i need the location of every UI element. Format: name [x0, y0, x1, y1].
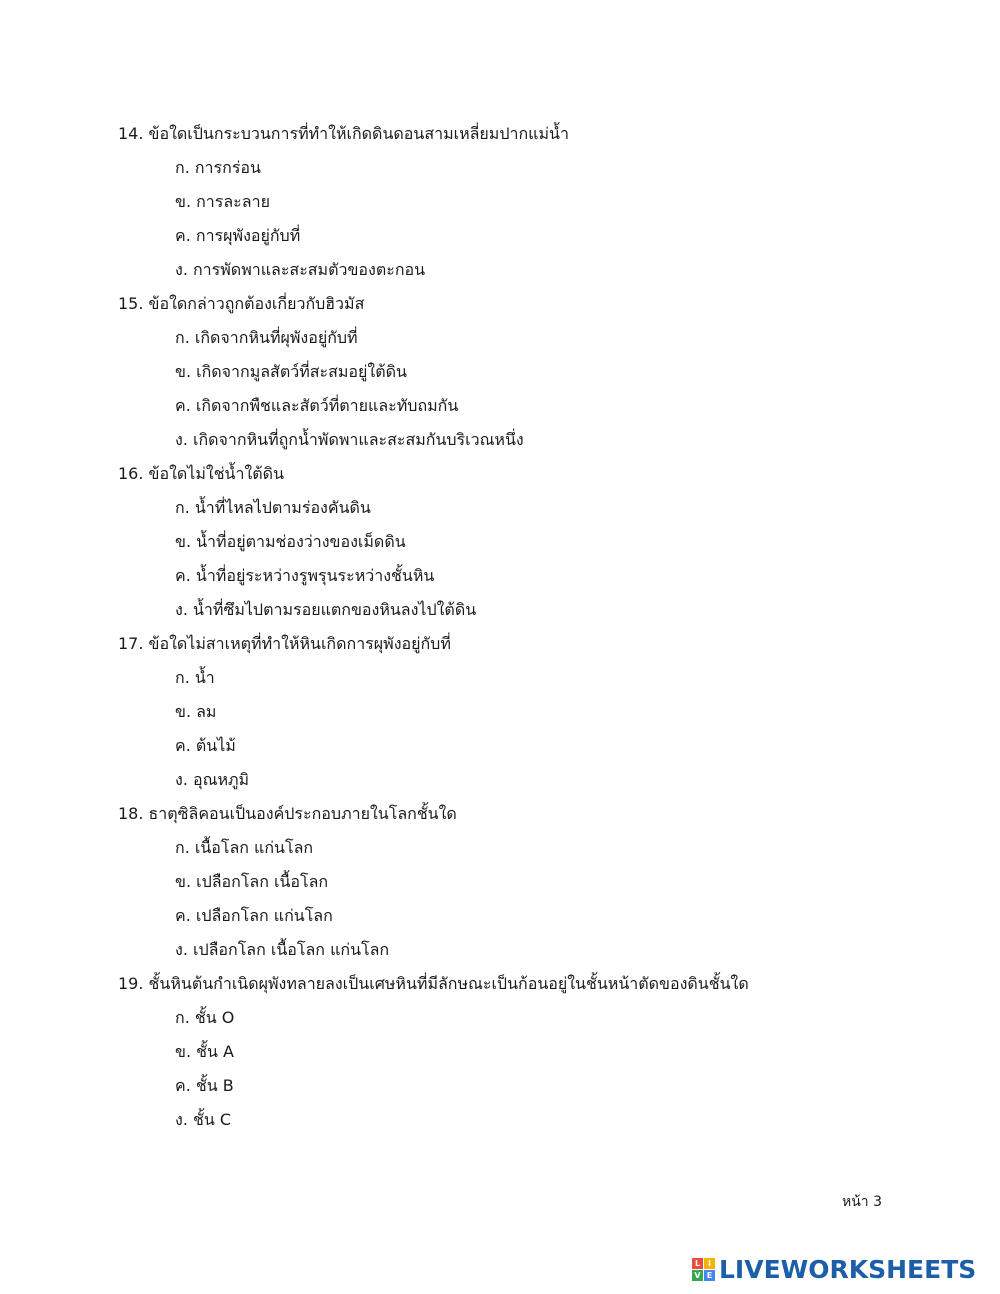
question-text: 15. ข้อใดกล่าวถูกต้องเกี่ยวกับฮิวมัส — [118, 294, 365, 313]
answer-option: ง. เปลือกโลก เนื้อโลก แก่นโลก — [175, 940, 390, 959]
logo-square: V — [692, 1270, 703, 1281]
answer-option: ค. ชั้น B — [175, 1076, 234, 1095]
logo-square: L — [692, 1258, 703, 1269]
answer-option: ง. อุณหภูมิ — [175, 770, 250, 789]
answer-option: ก. ชั้น O — [175, 1008, 235, 1027]
answer-option: ก. เกิดจากหินที่ผุพังอยู่กับที่ — [175, 328, 358, 347]
answer-option: ข. น้ำที่อยู่ตามช่องว่างของเม็ดดิน — [175, 532, 406, 551]
answer-option: ง. เกิดจากหินที่ถูกน้ำพัดพาและสะสมกันบริเวณหนึ่ง — [175, 430, 524, 449]
question-text: 19. ชั้นหินต้นกำเนิดผุพังทลายลงเป็นเศษหินที่มีลักษณะเป็นก้อนอยู่ในชั้นหน้าตัดของดินชั้นใด — [118, 974, 749, 993]
answer-option: ก. การกร่อน — [175, 158, 261, 177]
brand-wordmark: LIVEWORKSHEETS — [719, 1254, 977, 1284]
answer-option: ค. เปลือกโลก แก่นโลก — [175, 906, 333, 925]
answer-option: ค. การผุพังอยู่กับที่ — [175, 226, 301, 245]
answer-option: ข. ลม — [175, 702, 217, 721]
answer-option: ค. เกิดจากพืชและสัตว์ที่ตายและทับถมกัน — [175, 396, 459, 415]
question-list — [118, 117, 978, 1137]
liveworksheets-logo-icon — [692, 1258, 715, 1281]
answer-option: ข. การละลาย — [175, 192, 270, 211]
liveworksheets-logo — [692, 1254, 976, 1284]
answer-option: ง. การพัดพาและสะสมตัวของตะกอน — [175, 260, 426, 279]
question-text: 14. ข้อใดเป็นกระบวนการที่ทำให้เกิดดินดอนสามเหลี่ยมปากแม่น้ำ — [118, 124, 569, 143]
answer-option: ค. ต้นไม้ — [175, 736, 236, 755]
answer-option: ง. น้ำที่ซึมไปตามรอยแตกของหินลงไปใต้ดิน — [175, 600, 477, 619]
logo-square: E — [704, 1270, 715, 1281]
page-number: หน้า 3 — [842, 1194, 883, 1210]
answer-option: ข. เปลือกโลก เนื้อโลก — [175, 872, 329, 891]
answer-option: ข. ชั้น A — [175, 1042, 234, 1061]
answer-option: ข. เกิดจากมูลสัตว์ที่สะสมอยู่ใต้ดิน — [175, 362, 407, 381]
answer-option: ก. น้ำที่ไหลไปตามร่องคันดิน — [175, 498, 371, 517]
logo-square: I — [704, 1258, 715, 1269]
answer-option: ค. น้ำที่อยู่ระหว่างรูพรุนระหว่างชั้นหิน — [175, 566, 435, 585]
answer-option: ง. ชั้น C — [175, 1110, 232, 1129]
question-text: 17. ข้อใดไม่สาเหตุที่ทำให้หินเกิดการผุพังอยู่กับที่ — [118, 634, 451, 653]
question-text: 18. ธาตุซิลิคอนเป็นองค์ประกอบภายในโลกชั้นใด — [118, 804, 457, 823]
answer-option: ก. น้ำ — [175, 668, 215, 687]
answer-option: ก. เนื้อโลก แก่นโลก — [175, 838, 314, 857]
question-text: 16. ข้อใดไม่ใช่น้ำใต้ดิน — [118, 464, 284, 483]
